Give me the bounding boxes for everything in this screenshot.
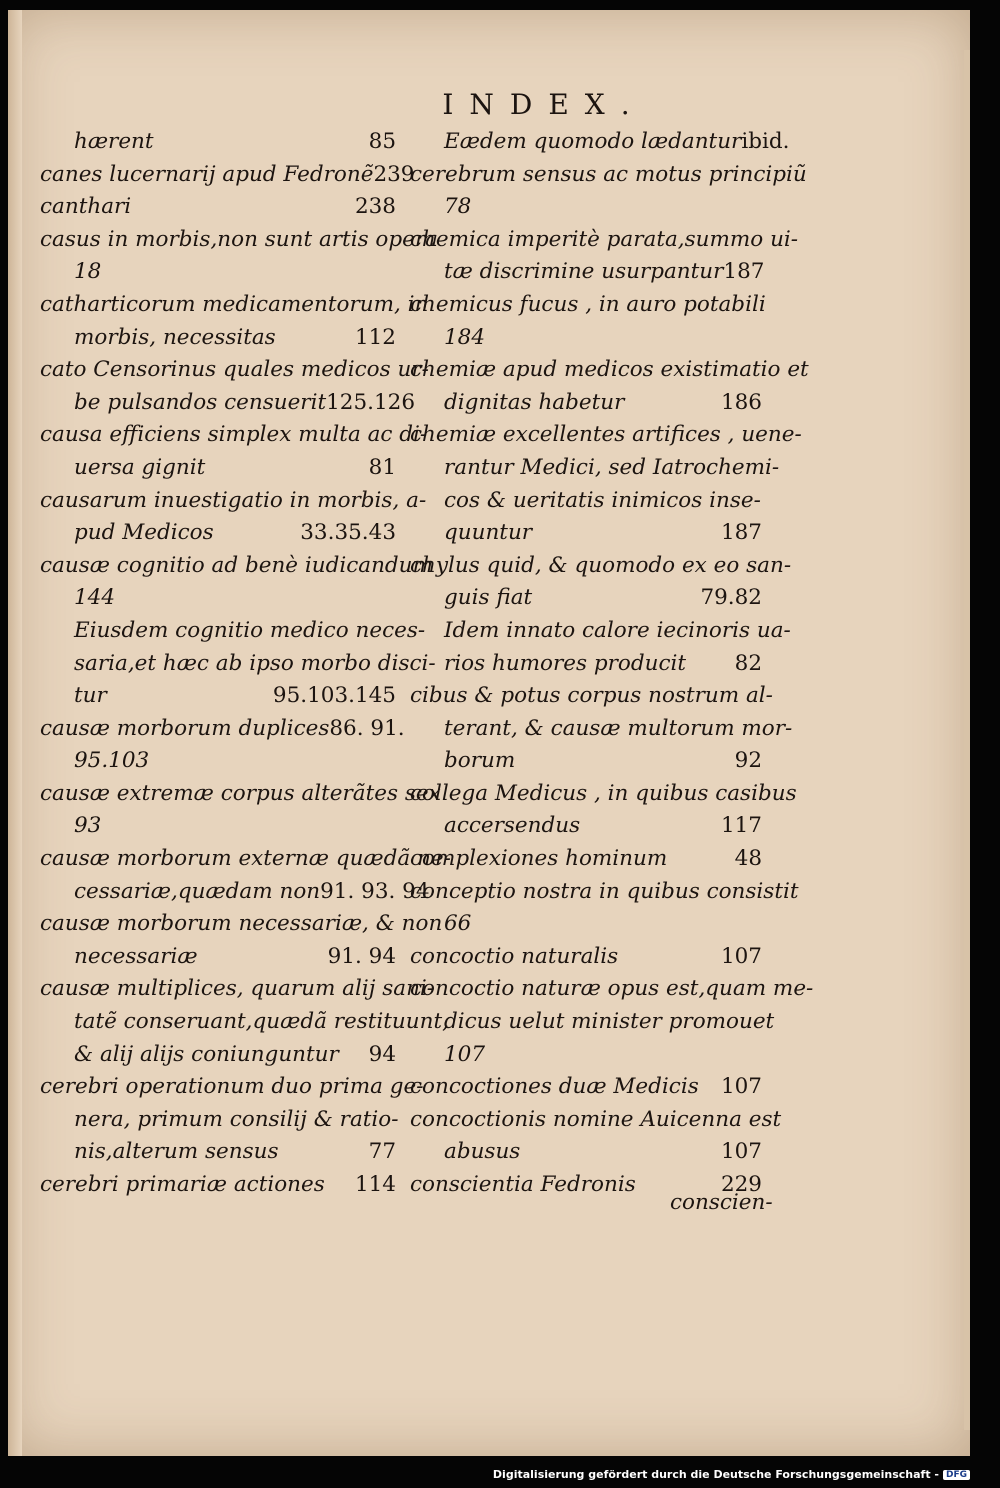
entry-page-ref: 92 (734, 748, 762, 774)
index-entry-line (410, 941, 762, 974)
entry-text: pud Medicos (74, 520, 214, 546)
entry-text: be pulsandos censuerit (74, 389, 327, 415)
entry-text: cibus & potus corpus nostrum al- (410, 683, 773, 709)
entry-page-ref: 94 (368, 1041, 396, 1067)
entry-text: concoctio naturæ opus est,quam me- (410, 976, 814, 1002)
index-entry-line (410, 159, 807, 192)
entry-page-ref: 107 (720, 1074, 762, 1100)
page-edge (964, 50, 970, 1430)
index-entry-line (40, 550, 433, 583)
book-page (8, 10, 970, 1456)
index-entry-line (410, 322, 762, 355)
entry-page-ref: 238 (354, 194, 396, 220)
index-entry-line (410, 517, 762, 550)
entry-text: 184 (444, 324, 486, 350)
entry-page-ref: 187 (723, 259, 765, 285)
entry-page-ref: 82 (734, 650, 762, 676)
entry-text: morbis, necessitas (74, 324, 276, 350)
index-entry-line (410, 256, 765, 289)
index-entry-line (410, 973, 814, 1006)
index-entry-line (410, 354, 809, 387)
index-entry-line (410, 550, 792, 583)
entry-text: Eædem quomodo lædantur (444, 129, 742, 154)
entry-text: concoctio naturalis (410, 943, 619, 969)
index-entry-line (40, 159, 415, 192)
entry-text: 93 (74, 813, 102, 839)
entry-page-ref: 187 (720, 520, 762, 546)
dfg-logo-icon: DFG (943, 1470, 970, 1480)
entry-text: uersa gignit (74, 454, 206, 480)
entry-page-ref: 33.35.43 (300, 520, 396, 546)
entry-text: conceptio nostra in quibus consistit (410, 878, 799, 904)
entry-text: causæ morborum duplices (40, 715, 330, 741)
entry-page-ref: 79.82 (700, 585, 762, 611)
footer-text: Digitalisierung gefördert durch die Deutsche Forschungsgemeinschaft - (492, 1468, 939, 1481)
index-entry-line (40, 256, 396, 289)
index-entry-line (40, 1169, 396, 1202)
entry-text: Idem innato calore iecinoris ua- (444, 617, 791, 643)
entry-page-ref: 91. 94 (327, 943, 396, 969)
entry-text: causarum inuestigatio in morbis, a- (40, 487, 427, 513)
index-entry-line (410, 745, 762, 778)
index-entry-line (40, 419, 428, 452)
entry-text: saria,et hæc ab ipso morbo disci- (74, 650, 436, 676)
left-column (40, 126, 451, 1202)
entry-text: catharticorum medicamentorum, in (40, 291, 429, 317)
index-entry-line (40, 615, 426, 648)
entry-text: 107 (444, 1041, 486, 1067)
entry-page-ref: 186 (720, 389, 762, 415)
index-entry-line (410, 1071, 762, 1104)
entry-text: accersendus (444, 813, 581, 839)
index-entry-line (410, 1039, 762, 1072)
entry-text: collega Medicus , in quibus casibus (410, 780, 797, 806)
index-entry-line (40, 387, 416, 420)
entry-page-ref: 81 (368, 454, 396, 480)
entry-text: rios humores producit (444, 650, 687, 676)
entry-text: complexiones hominum (410, 846, 668, 872)
entry-text: causæ cognitio ad benè iudicandum (40, 552, 433, 578)
index-entry-line (410, 778, 797, 811)
entry-text: cerebri operationum duo prima ge- (40, 1074, 424, 1100)
index-entry-line (410, 1136, 762, 1169)
entry-page-ref: 91. 93. 94 (320, 878, 430, 904)
index-entry-line (40, 713, 405, 746)
entry-text: quuntur (444, 520, 533, 546)
index-entry-line (40, 289, 429, 322)
entry-text: cos & ueritatis inimicos inse- (444, 487, 761, 513)
entry-text: conscientia Fedronis (410, 1172, 636, 1197)
index-entry-line (40, 517, 396, 550)
index-entry-line (410, 452, 780, 485)
index-entry-line (40, 810, 396, 843)
entry-page-ref: 107 (720, 1139, 762, 1165)
index-entry-line (410, 419, 802, 452)
index-entry-line (40, 680, 396, 713)
entry-text: concoctiones duæ Medicis (410, 1074, 699, 1100)
index-entry-line (410, 876, 799, 909)
entry-text: 144 (74, 585, 116, 611)
catchword: conscien- (670, 1190, 773, 1215)
entry-page-ref: ibid. (741, 129, 790, 154)
entry-text: causæ extremæ corpus alterãtes sex (40, 780, 441, 806)
index-entry-line (40, 485, 427, 518)
index-entry-line (410, 843, 762, 876)
index-entry-line (40, 745, 396, 778)
entry-text: cessariæ,quædam non (74, 878, 321, 904)
entry-text: dignitas habetur (444, 389, 625, 415)
entry-text: terant, & causæ multorum mor- (444, 715, 793, 741)
entry-text: chemiæ apud medicos existimatio et (410, 357, 809, 383)
index-entry-line (40, 843, 451, 876)
entry-page-ref: 86. 91. (329, 715, 405, 741)
index-entry-line (410, 648, 762, 681)
entry-page-ref: 77 (368, 1139, 396, 1165)
entry-text: chemica imperitè parata,summo ui- (410, 226, 799, 252)
entry-text: concoctionis nomine Auicenna est (410, 1106, 782, 1132)
entry-text: & alij alijs coniunguntur (74, 1041, 339, 1067)
entry-text: cato Censorinus quales medicos ur- (40, 357, 429, 383)
index-entry-line (410, 713, 793, 746)
index-entry-line (40, 354, 429, 387)
entry-page-ref: 239 (373, 161, 415, 187)
index-entry-line (40, 126, 396, 159)
index-entry-line (40, 876, 430, 909)
index-entry-line (410, 615, 791, 648)
index-entry-line (40, 973, 435, 1006)
entry-text: 66 (444, 911, 472, 937)
entry-text: causæ multiplices, quarum alij sani- (40, 976, 435, 1002)
index-entry-line (410, 224, 799, 257)
index-entry-line (40, 941, 396, 974)
index-entry-line (40, 224, 438, 257)
index-entry-line (40, 1071, 424, 1104)
index-entry-line (40, 582, 396, 615)
index-entry-line (40, 322, 396, 355)
entry-page-ref: 114 (354, 1172, 396, 1197)
index-entry-line (40, 778, 441, 811)
entry-text: necessariæ (74, 943, 198, 969)
index-entry-line (40, 648, 436, 681)
entry-text: Eiusdem cognitio medico neces- (74, 617, 426, 643)
index-entry-line (40, 1039, 396, 1072)
entry-text: abusus (444, 1139, 521, 1165)
index-entry-line (410, 289, 766, 322)
entry-text: tæ discrimine usurpantur (444, 259, 724, 285)
entry-page-ref: 107 (720, 943, 762, 969)
index-entry-line (410, 191, 762, 224)
entry-text: tur (74, 683, 107, 709)
index-entry-line (410, 126, 790, 159)
index-entry-line (410, 680, 773, 713)
entry-text: canthari (40, 194, 132, 220)
index-entry-line (40, 452, 396, 485)
entry-text: guis fiat (444, 585, 533, 611)
entry-text: chylus quid, & quomodo ex eo san- (410, 552, 792, 578)
index-entry-line (40, 1104, 399, 1137)
page-gutter (8, 10, 22, 1456)
page-header: INDEX. (442, 88, 646, 121)
entry-text: 18 (74, 259, 102, 285)
index-entry-line (410, 582, 762, 615)
entry-page-ref: 48 (734, 846, 762, 872)
entry-page-ref: 95.103.145 (272, 683, 396, 709)
entry-text: cerebrum sensus ac motus principiũ (410, 161, 807, 187)
entry-text: cerebri primariæ actiones (40, 1172, 325, 1197)
entry-text: chemiæ excellentes artifices , uene- (410, 422, 802, 448)
entry-text: chemicus fucus , in auro potabili (410, 291, 766, 317)
entry-text: tatẽ conseruant,quædã restituunt, (74, 1009, 449, 1035)
entry-text: causa efficiens simplex multa ac di- (40, 422, 428, 448)
entry-text: causæ morborum externæ quædã ne- (40, 846, 451, 872)
index-entry-line (40, 908, 443, 941)
entry-text: causæ morborum necessariæ, & non (40, 911, 443, 937)
entry-text: 95.103 (74, 748, 150, 774)
index-entry-line (410, 1104, 782, 1137)
index-entry-line (40, 1006, 449, 1039)
index-entry-line (40, 1136, 396, 1169)
entry-text: nis,alterum sensus (74, 1139, 279, 1165)
index-entry-line (40, 191, 396, 224)
entry-text: hærent (74, 129, 154, 154)
entry-text: rantur Medici, sed Iatrochemi- (444, 454, 780, 480)
entry-page-ref: 229 (720, 1172, 762, 1197)
index-entry-line (410, 485, 762, 518)
entry-text: casus in morbis,non sunt artis opera (40, 226, 438, 252)
entry-page-ref: 85 (368, 129, 396, 154)
footer-credit (493, 1468, 970, 1481)
entry-page-ref: 117 (720, 813, 762, 839)
entry-page-ref: 125.126 (326, 389, 416, 415)
index-entry-line (410, 387, 762, 420)
index-entry-line (410, 1006, 775, 1039)
entry-text: 78 (444, 194, 472, 220)
right-column (410, 126, 814, 1202)
entry-text: dicus uelut minister promouet (444, 1009, 775, 1035)
entry-text: borum (444, 748, 516, 774)
index-entry-line (410, 810, 762, 843)
entry-text: canes lucernarij apud Fedronẽ (40, 161, 374, 187)
entry-page-ref: 112 (354, 324, 396, 350)
entry-text: nera, primum consilij & ratio- (74, 1106, 399, 1132)
index-entry-line (410, 908, 762, 941)
